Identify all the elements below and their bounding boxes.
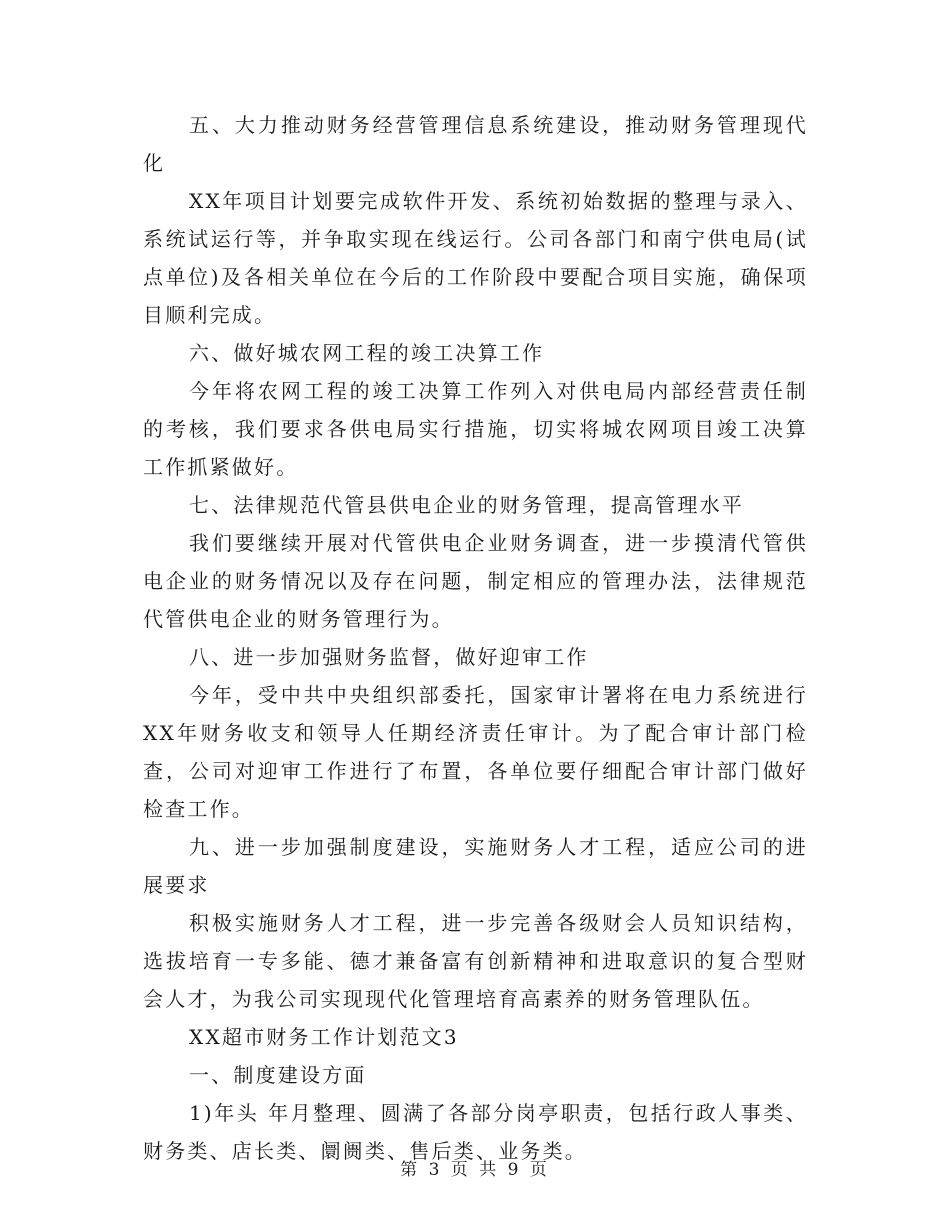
section-heading-8: 八、进一步加强财务监督，做好迎审工作 bbox=[189, 645, 589, 669]
document-subtitle: XX超市财务工作计划范文3 bbox=[189, 1025, 459, 1049]
section-heading-7: 七、法律规范代管县供电企业的财务管理，提高管理水平 bbox=[189, 493, 744, 517]
body-paragraph: 今年，受中共中央组织部委托，国家审计署将在电力系统进行XX年财务收支和领导人任期经济责任审计。为了配合审计部门检查，公司对迎审工作进行了布置，各单位要仔细配合审计部门做好检查工作。 bbox=[143, 683, 808, 821]
document-body bbox=[143, 106, 808, 1170]
section-heading-6: 六、做好城农网工程的竣工决算工作 bbox=[189, 341, 545, 365]
body-paragraph: XX年项目计划要完成软件开发、系统初始数据的整理与录入、系统试运行等，并争取实现在线运行。公司各部门和南宁供电局(试点单位)及各相关单位在今后的工作阶段中要配合项目实施，确保项目顺利完成。 bbox=[143, 189, 808, 327]
page-number-footer: 第 3 页 共 9 页 bbox=[400, 1160, 550, 1180]
section-heading-9: 九、进一步加强制度建设，实施财务人才工程，适应公司的进展要求 bbox=[143, 835, 808, 897]
body-paragraph: 积极实施财务人才工程，进一步完善各级财会人员知识结构，选拔培育一专多能、德才兼备富有创新精神和进取意识的复合型财会人才，为我公司实现现代化管理培育高素养的财务管理队伍。 bbox=[143, 911, 808, 1011]
body-paragraph: 我们要继续开展对代管供电企业财务调查，进一步摸清代管供电企业的财务情况以及存在问题，制定相应的管理办法，法律规范代管供电企业的财务管理行为。 bbox=[143, 531, 808, 631]
section-heading-1: 一、制度建设方面 bbox=[189, 1063, 367, 1087]
section-heading-5: 五、大力推动财务经营管理信息系统建设，推动财务管理现代化 bbox=[143, 113, 808, 175]
body-paragraph: 1)年头 年月整理、圆满了各部分岗亭职责，包括行政人事类、财务类、店长类、阛阓类、售后类、业务类。 bbox=[143, 1101, 808, 1163]
body-paragraph: 今年将农网工程的竣工决算工作列入对供电局内部经营责任制的考核，我们要求各供电局实行措施，切实将城农网项目竣工决算工作抓紧做好。 bbox=[143, 379, 808, 479]
